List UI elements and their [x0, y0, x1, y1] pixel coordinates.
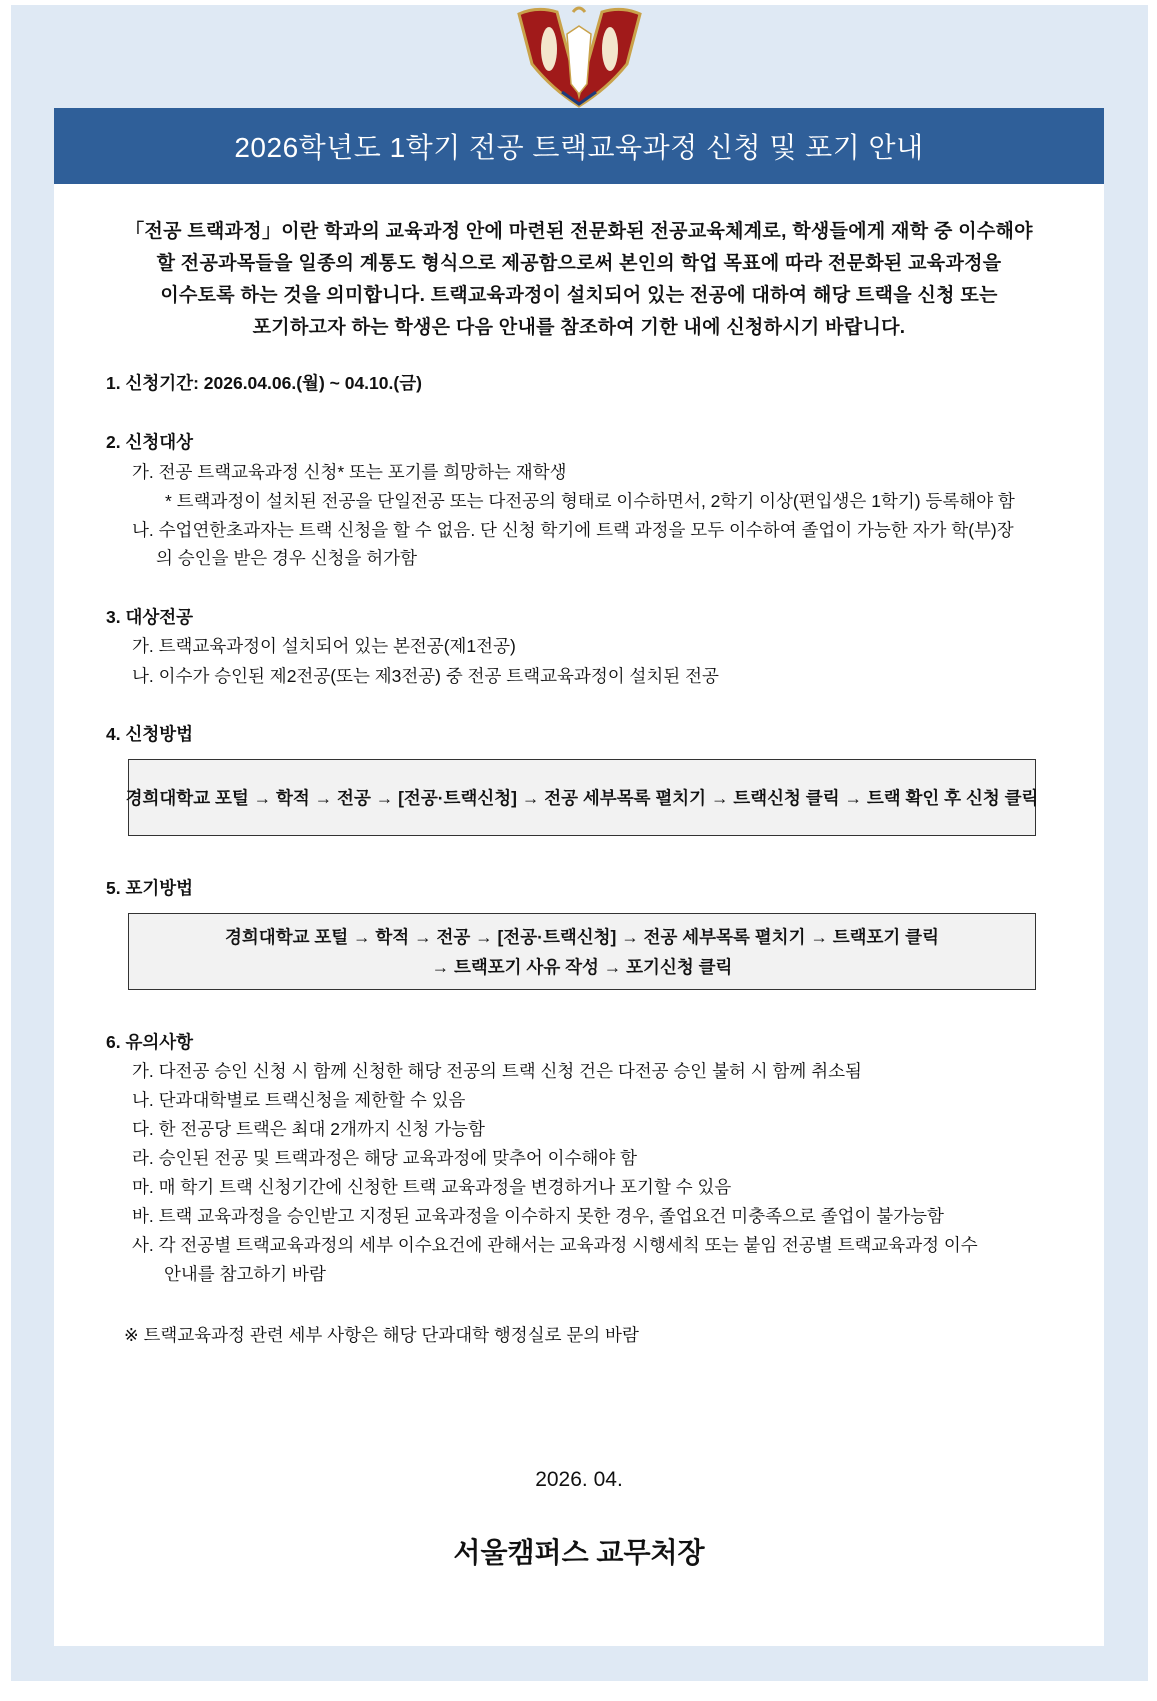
steps-line: 경희대학교 포털 → 학적 → 전공 → [전공·트랙신청] → 전공 세부목록 펼치기 → 트랙신청 클릭 → 트랙 확인 후 신청 클릭 — [125, 787, 1039, 808]
application-steps-box — [125, 759, 1039, 836]
intro-line: 이수토록 하는 것을 의미합니다. 트랙교육과정이 설치되어 있는 전공에 대하여 해당 트랙을 신청 또는 — [160, 285, 998, 306]
list-item: 사. 각 전공별 트랙교육과정의 세부 이수요건에 관해서는 교육과정 시행세칙 또는 붙임 전공별 트랙교육과정 이수 — [132, 1235, 978, 1255]
issue-date: 2026. 04. — [535, 1468, 623, 1491]
section-title-withdrawal-method: 5. 포기방법 — [106, 878, 194, 898]
withdrawal-steps-box — [128, 913, 1036, 990]
section-title-eligibility: 2. 신청대상 — [106, 432, 194, 452]
list-item: 라. 승인된 전공 및 트랙과정은 해당 교육과정에 맞추어 이수해야 함 — [132, 1148, 638, 1168]
intro-line: 「전공 트랙과정」이란 학과의 교육과정 안에 마련된 전문화된 전공교육체계로, 학생들에게 재학 중 이수해야 — [125, 221, 1033, 242]
section-title-target-majors: 3. 대상전공 — [106, 607, 194, 627]
page-title-bar — [54, 108, 1104, 184]
list-item: 가. 다전공 승인 신청 시 함께 신청한 해당 전공의 트랙 신청 건은 다전공 승인 불허 시 함께 취소됨 — [132, 1061, 862, 1081]
list-item: 나. 수업연한초과자는 트랙 신청을 할 수 없음. 단 신청 학기에 트랙 과정을 모두 이수하여 졸업이 가능한 자가 학(부)장 — [132, 520, 1014, 540]
list-item: 나. 단과대학별로 트랙신청을 제한할 수 있음 — [132, 1090, 466, 1110]
issuer-signature: 서울캠퍼스 교무처장 — [453, 1537, 705, 1568]
list-item-footnote: * 트랙과정이 설치된 전공을 단일전공 또는 다전공의 형태로 이수하면서, 2학기 이상(편입생은 1학기) 등록해야 함 — [165, 491, 1015, 511]
list-item-continuation: 안내를 참고하기 바람 — [164, 1264, 326, 1284]
section-application-period: 1. 신청기간: 2026.04.06.(월) ~ 04.10.(금) — [106, 373, 422, 393]
page-title: 2026학년도 1학기 전공 트랙교육과정 신청 및 포기 안내 — [234, 132, 924, 163]
list-item: 가. 트랙교육과정이 설치되어 있는 본전공(제1전공) — [132, 636, 516, 656]
steps-line: 경희대학교 포털 → 학적 → 전공 → [전공·트랙신청] → 전공 세부목록 펼치기 → 트랙포기 클릭 — [224, 926, 939, 947]
list-item: 다. 한 전공당 트랙은 최대 2개까지 신청 가능함 — [132, 1119, 485, 1139]
intro-line: 포기하고자 하는 학생은 다음 안내를 참조하여 기한 내에 신청하시기 바랍니다. — [252, 317, 906, 338]
contact-note: ※ 트랙교육과정 관련 세부 사항은 해당 단과대학 행정실로 문의 바람 — [124, 1325, 639, 1345]
list-item: 나. 이수가 승인된 제2전공(또는 제3전공) 중 전공 트랙교육과정이 설치된 전공 — [132, 666, 719, 686]
section-title-notes: 6. 유의사항 — [106, 1032, 194, 1052]
steps-line: → 트랙포기 사유 작성 → 포기신청 클릭 — [431, 956, 733, 977]
list-item: 마. 매 학기 트랙 신청기간에 신청한 트랙 교육과정을 변경하거나 포기할 수 있음 — [132, 1177, 732, 1197]
intro-line: 할 전공과목들을 일종의 계통도 형식으로 제공함으로써 본인의 학업 목표에 따라 전문화된 교육과정을 — [156, 253, 1002, 274]
university-emblem-logo — [507, 4, 652, 108]
section-title-application-method: 4. 신청방법 — [106, 724, 194, 744]
list-item: 가. 전공 트랙교육과정 신청* 또는 포기를 희망하는 재학생 — [132, 462, 567, 482]
list-item: 바. 트랙 교육과정을 승인받고 지정된 교육과정을 이수하지 못한 경우, 졸업요건 미충족으로 졸업이 불가능함 — [132, 1206, 944, 1226]
list-item-continuation: 의 승인을 받은 경우 신청을 허가함 — [156, 548, 417, 568]
